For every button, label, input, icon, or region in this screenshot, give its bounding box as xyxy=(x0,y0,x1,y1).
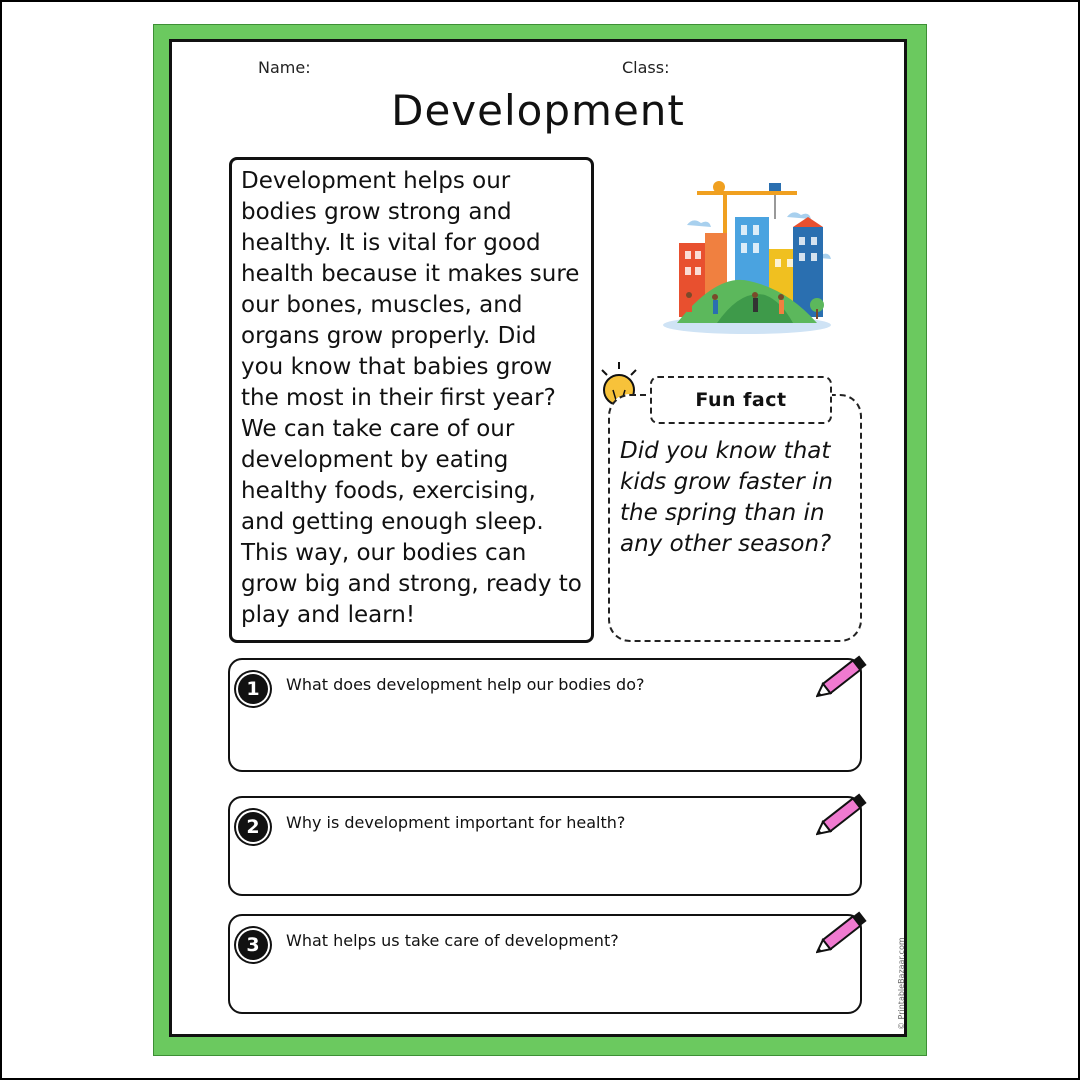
credit-text: © PrintableBazaar.com xyxy=(897,937,906,1030)
question-number: 2 xyxy=(238,812,268,842)
question-number: 3 xyxy=(238,930,268,960)
pencil-icon xyxy=(816,788,872,838)
question-text: What helps us take care of development? xyxy=(286,931,619,950)
question-box-1[interactable] xyxy=(228,658,862,772)
pencil-icon xyxy=(816,906,872,956)
page-title: Development xyxy=(391,86,685,135)
pencil-icon xyxy=(816,650,872,700)
question-number: 1 xyxy=(238,674,268,704)
city-construction-illustration xyxy=(657,177,837,337)
class-label: Class: xyxy=(622,58,670,77)
question-box-3[interactable] xyxy=(228,914,862,1014)
worksheet xyxy=(169,39,907,1037)
fun-fact-label: Fun fact xyxy=(650,376,832,424)
question-text: Why is development important for health? xyxy=(286,813,626,832)
fun-fact-text: Did you know that kids grow faster in the spring than in any other season? xyxy=(620,438,833,557)
question-box-2[interactable] xyxy=(228,796,862,896)
name-label: Name: xyxy=(258,58,311,77)
reading-passage: Development helps our bodies grow strong and healthy. It is vital for good health because it makes sure our bones, muscles, and organs grow properly. Did you know that babies grow the most in their first year? We can take care of our development by eating healthy foods, exercising, and getting enough sleep. This way, our bodies can grow big and strong, ready to play and learn! xyxy=(229,157,594,643)
question-text: What does development help our bodies do? xyxy=(286,675,645,694)
